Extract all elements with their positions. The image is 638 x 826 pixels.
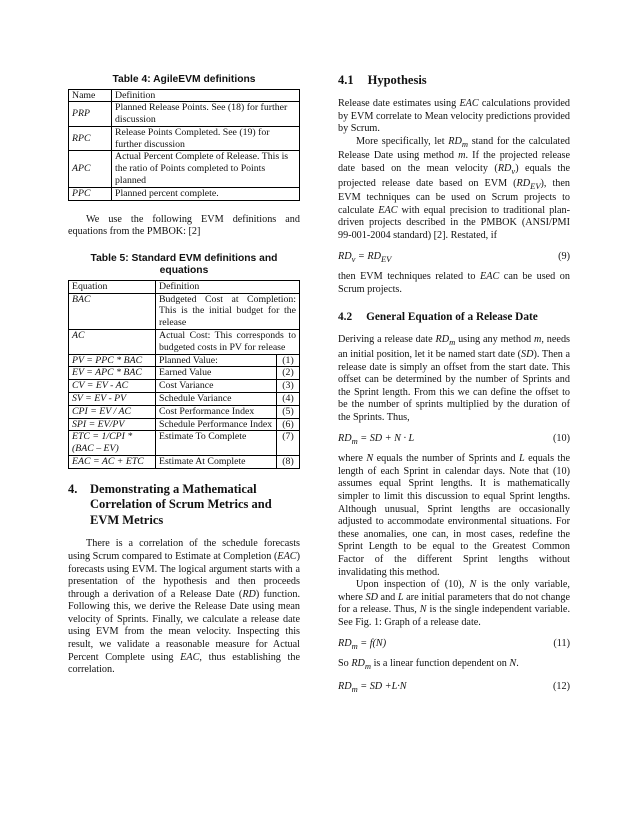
- table-cell-def: Budgeted Cost at Completion: This is the initial budget for the release: [156, 293, 300, 329]
- equation-10: $RD_m$ = SD + N · L (10): [338, 432, 570, 446]
- table-cell-num: (7): [277, 431, 300, 456]
- table-row: [69, 431, 300, 456]
- release-paragraph-4: So $RD_m$ is a linear function dependent on N.: [338, 658, 519, 672]
- table-cell-eq: SV = EV - PV: [69, 393, 156, 406]
- table-row: [69, 126, 300, 151]
- equation-9: $RD_v = RD_{EV}$ (9): [338, 250, 570, 264]
- table-row: [69, 393, 300, 406]
- table-cell-def: Actual Percent Complete of Release. This is the ratio of Points completed to Points planned: [112, 151, 300, 187]
- table-cell-eq: AC: [69, 330, 156, 355]
- table-row: [69, 354, 300, 367]
- table-cell-def: Estimate To Complete: [156, 431, 277, 456]
- right-column: [338, 70, 570, 695]
- table4-caption: Table 4: AgileEVM definitions: [112, 74, 256, 85]
- table-cell-def: Cost Variance: [156, 380, 277, 393]
- table-cell-eq: PV = PPC * BAC: [69, 354, 156, 367]
- table-cell-num: (5): [277, 405, 300, 418]
- table-cell-num: (3): [277, 380, 300, 393]
- table-row: [69, 102, 300, 127]
- table-header-cell: Definition: [112, 89, 300, 102]
- table-cell-name: APC: [69, 151, 112, 187]
- table-header-cell: Definition: [156, 280, 300, 293]
- table-cell-eq: CPI = EV / AC: [69, 405, 156, 418]
- table-cell-def: Release Points Completed. See (19) for further discussion: [112, 126, 300, 151]
- table-cell-name: RPC: [69, 126, 112, 151]
- table-cell-num: (1): [277, 354, 300, 367]
- left-column: [68, 70, 300, 677]
- table-cell-def: Cost Performance Index: [156, 405, 277, 418]
- table-row: [69, 367, 300, 380]
- table-row: [69, 405, 300, 418]
- table5-caption: Table 5: Standard EVM definitions and equations: [90, 252, 278, 277]
- equation-11: $RD_m = f(N)$ (11): [338, 637, 570, 651]
- section-title: Demonstrating a Mathematical Correlation of Scrum Metrics and EVM Metrics: [90, 481, 272, 527]
- table-header-cell: Name: [69, 89, 112, 102]
- table4: [68, 89, 300, 201]
- table-cell-eq: SPI = EV/PV: [69, 418, 156, 431]
- table-cell-def: Planned Value:: [156, 354, 277, 367]
- table-cell-eq: ETC = 1/CPI * (BAC – EV): [69, 431, 156, 456]
- table-header-row: [69, 280, 300, 293]
- table-row: [69, 293, 300, 329]
- intro-paragraph: We use the following EVM definitions and equations from the PMBOK: [2]: [68, 213, 300, 238]
- table-cell-num: (6): [277, 418, 300, 431]
- equation-12: $RD_m$ = SD +L·N (12): [338, 680, 570, 694]
- table-row: [69, 187, 300, 200]
- table-cell-def: Earned Value: [156, 367, 277, 380]
- section4-heading: [68, 482, 300, 529]
- table-row: [69, 330, 300, 355]
- table-header-cell: Equation: [69, 280, 156, 293]
- section-title: Hypothesis: [367, 73, 427, 87]
- table-cell-eq: BAC: [69, 293, 156, 329]
- release-paragraph-3: Upon inspection of (10), N is the only variable, where SD and L are initial parameters that do not change for a release. Thus, N is the single independent variable. See Fig. 1: Graph of a release date.: [338, 579, 570, 628]
- table-cell-eq: CV = EV - AC: [69, 380, 156, 393]
- release-paragraph-1: Deriving a release date $RD_m$ using any method m, needs an initial position, let it be named start date (SD). Then a release date is simply an offset from the start date. This offset can be determined by the number of Sprints and the Sprint length. From this we can define the offset to be the number of sprints multiplied by the duration of the Sprints. Thus,: [338, 334, 571, 424]
- table-cell-name: PRP: [69, 102, 112, 127]
- equation-number: (10): [553, 432, 570, 444]
- table-cell-def: Actual Cost: This corresponds to budgeted costs in PV for release: [156, 330, 300, 355]
- release-paragraph-2: where N equals the number of Sprints and L equals the length of each Sprint in calendar days. Note that (10) assumes equal Sprint lengths. It is mathematically simpler to limit this discussion to equal Sprint lengths. Although unusual, Sprint lengths are occasionally adjusted to accommodate environmental situations. For these anomalies, one can, in most cases, redefine the Sprint Length to be equal to the Greatest Common Factor of the different Sprint lengths without invalidating this method.: [338, 453, 570, 578]
- table-cell-eq: EAC = AC + ETC: [69, 456, 156, 469]
- table-cell-name: PPC: [69, 187, 112, 200]
- table-row: [69, 418, 300, 431]
- table-cell-num: (2): [277, 367, 300, 380]
- section41-heading: [338, 73, 570, 88]
- table-cell-def: Planned Release Points. See (18) for further discussion: [112, 102, 300, 127]
- table-cell-def: Estimate At Complete: [156, 456, 277, 469]
- section-number: 4.1: [338, 73, 354, 87]
- section-number: 4.2: [338, 311, 353, 324]
- table-cell-num: (8): [277, 456, 300, 469]
- hypothesis-paragraph-2: More specifically, let $RD_m$ stand for the calculated Release Date using method m. If the projected release date based on the mean velocity $(RD_v)$ equals the projected release date based on EVM $(RD_{EV})$, then EVM techniques can be used on Scrum projects to calculate EAC with equal precision to traditional plan-driven projects described in the PMBOK (ANSI/PMI 99-001-2004 standard) [2]. Restated, if: [338, 135, 571, 242]
- equation-number: (12): [553, 680, 570, 692]
- table-cell-def: Planned percent complete.: [112, 187, 300, 200]
- equation-number: (11): [553, 637, 570, 649]
- table-cell-def: Schedule Variance: [156, 393, 277, 406]
- table5: [68, 280, 300, 469]
- section-title: General Equation of a Release Date: [366, 311, 538, 324]
- table-row: [69, 456, 300, 469]
- section-number: 4.: [68, 481, 78, 496]
- section4-paragraph: There is a correlation of the schedule forecasts using Scrum compared to Estimate at Completion (EAC) forecasts using EVM. The logical argument starts with a presentation of the hypothesis and then proceeds through a derivation of a Release Date (RD) function. Following this, we derive the Release Date using mean velocity of Sprints. Finally, we calculate a release date using EVM from the mean velocity. Inspecting this result, we validate a reasonable measure for Actual Percent Complete using EAC, thus establishing the correlation.: [68, 538, 301, 676]
- equation-number: (9): [558, 250, 570, 262]
- section42-heading: [338, 310, 570, 324]
- table-row: [69, 380, 300, 393]
- hypothesis-paragraph-3: then EVM techniques related to EAC can be used on Scrum projects.: [338, 271, 570, 295]
- table-cell-num: (4): [277, 393, 300, 406]
- table-cell-eq: EV = APC * BAC: [69, 367, 156, 380]
- hypothesis-paragraph-1: Release date estimates using EAC calculations provided by EVM correlate to Mean velocity predictions provided by Scrum.: [338, 98, 570, 135]
- table-row: [69, 151, 300, 187]
- table-cell-def: Schedule Performance Index: [156, 418, 277, 431]
- table-header-row: [69, 89, 300, 102]
